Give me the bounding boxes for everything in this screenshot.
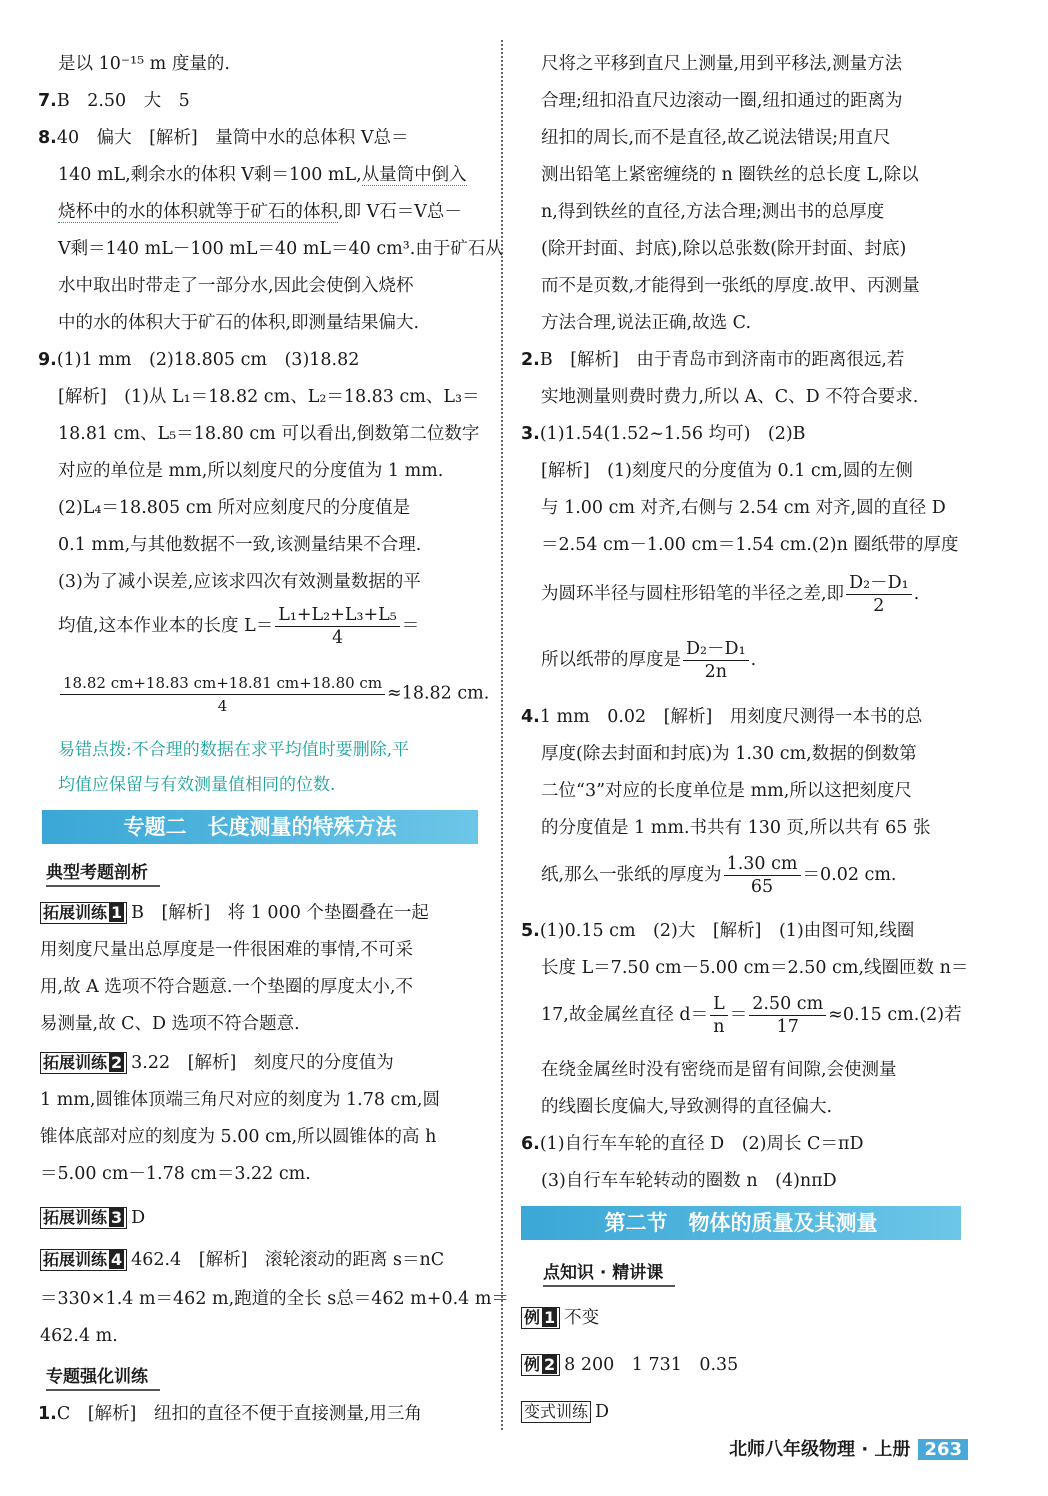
text-line: 的线圈长度偏大,导致测得的直径偏大. bbox=[541, 1097, 833, 1117]
text-line: 用刻度尺量出总厚度是一件很困难的事情,不可采 bbox=[40, 940, 414, 960]
practice-1: 拓展训练 1 B [解析] 将 1 000 个垫圈叠在一起 bbox=[40, 901, 429, 925]
fraction: $\frac{1.30 cm}{65}$ bbox=[724, 853, 801, 898]
text-line: ＝2.54 cm－1.00 cm＝1.54 cm.(2)n 圈纸带的厚度 bbox=[541, 535, 959, 555]
section-banner: 专题二 长度测量的特殊方法 bbox=[42, 810, 478, 844]
text-line: 1 mm,圆锥体顶端三角尺对应的刻度为 1.78 cm,圆 bbox=[40, 1090, 440, 1110]
formula-line: 17,故金属丝直径 d＝ $\frac{L}{n}$ ＝ $\frac{2.50 cm}{17}$ ≈0.15 cm.(2)若 bbox=[541, 994, 962, 1037]
fraction: $\frac{\text{L₁+L₂+L₃+L₅}}{4}$ bbox=[275, 604, 400, 649]
exercise-1: 1.C [解析] 纽扣的直径不便于直接测量,用三角 bbox=[38, 1404, 422, 1424]
exercise-3: 3.(1)1.54(1.52~1.56 均可) (2)B bbox=[521, 424, 806, 444]
text-line: 140 mL,剩余水的体积 V剩＝100 mL,从量筒中倒入 bbox=[58, 165, 467, 185]
exercise-4: 4.1 mm 0.02 [解析] 用刻度尺测得一本书的总 bbox=[521, 707, 923, 727]
formula-line: 均值,这本作业本的长度 L＝ $\frac{\text{L₁+L₂+L₃+L₅}}{4}$ ＝ bbox=[58, 605, 420, 648]
text-line: 18.81 cm、L₅＝18.80 cm 可以看出,倒数第二位数字 bbox=[58, 424, 480, 444]
subsection-title: 点知识 · 精讲课 bbox=[543, 1258, 663, 1283]
practice-tag: 拓展训练 2 bbox=[40, 1052, 127, 1074]
formula-line: 纸,那么一张纸的厚度为 $\frac{1.30 cm}{65}$ ＝0.02 cm. bbox=[541, 854, 897, 897]
answer-8: 8.40 偏大 [解析] 量筒中水的总体积 V总＝ bbox=[38, 128, 409, 148]
answer-7: 7.B 2.50 大 5 bbox=[38, 91, 190, 111]
variant-tag: 变式训练 bbox=[521, 1401, 591, 1423]
text-line: 与 1.00 cm 对齐,右侧与 2.54 cm 对齐,圆的直径 D bbox=[541, 498, 946, 518]
practice-2: 拓展训练 2 3.22 [解析] 刻度尺的分度值为 bbox=[40, 1051, 394, 1075]
text-line: ＝5.00 cm－1.78 cm＝3.22 cm. bbox=[40, 1164, 311, 1184]
tip-line: 易错点拨:不合理的数据在求平均值时要删除,平 bbox=[58, 740, 410, 760]
example-tag: 例 2 bbox=[521, 1354, 560, 1376]
section-banner: 第二节 物体的质量及其测量 bbox=[521, 1206, 961, 1240]
text-line: 易测量,故 C、D 选项不符合题意. bbox=[40, 1014, 300, 1034]
text-line: 尺将之平移到直尺上测量,用到平移法,测量方法 bbox=[541, 54, 903, 74]
text-line: (2)L₄＝18.805 cm 所对应刻度尺的分度值是 bbox=[58, 498, 411, 518]
practice-tag: 拓展训练 1 bbox=[40, 902, 127, 924]
fraction: $\frac{\text{D₂－D₁}}{2}$ bbox=[846, 572, 912, 617]
text-line: 测出铅笔上紧密缠绕的 n 圈铁丝的总长度 L,除以 bbox=[541, 165, 919, 185]
variant-practice: 变式训练 D bbox=[521, 1400, 609, 1424]
text-line: 烧杯中的水的体积就等于矿石的体积,即 V石＝V总－ bbox=[58, 202, 462, 222]
text-line: 二位“3”对应的长度单位是 mm,所以这把刻度尺 bbox=[541, 781, 912, 801]
text-line: 0.1 mm,与其他数据不一致,该测量结果不合理. bbox=[58, 535, 422, 555]
example-1: 例 1 不变 bbox=[521, 1306, 599, 1330]
text-line: (3)自行车车轮转动的圈数 n (4)nπD bbox=[541, 1171, 837, 1191]
text-line: 在绕金属丝时没有密绕而是留有间隙,会使测量 bbox=[541, 1060, 897, 1080]
text-line: 纽扣的周长,而不是直径,故乙说法错误;用直尺 bbox=[541, 128, 891, 148]
text-line: 中的水的体积大于矿石的体积,即测量结果偏大. bbox=[58, 313, 420, 333]
practice-tag: 拓展训练 3 bbox=[40, 1207, 127, 1229]
text-line: 方法合理,说法正确,故选 C. bbox=[541, 313, 752, 333]
text-line: 厚度(除去封面和封底)为 1.30 cm,数据的倒数第 bbox=[541, 744, 917, 764]
text-line: 水中取出时带走了一部分水,因此会使倒入烧杯 bbox=[58, 276, 414, 296]
formula-line: 为圆环半径与圆柱形铅笔的半径之差,即 $\frac{\text{D₂－D₁}}{2}$ . bbox=[541, 573, 920, 616]
formula-line: 所以纸带的厚度是 $\frac{\text{D₂－D₁}}{2n}$ . bbox=[541, 639, 757, 682]
text-line: 锥体底部对应的刻度为 5.00 cm,所以圆锥体的高 h bbox=[40, 1127, 437, 1147]
text-line: (除开封面、封底),除以总张数(除开封面、封底) bbox=[541, 239, 907, 259]
text-line: ＝330×1.4 m＝462 m,跑道的全长 s总＝462 m+0.4 m＝ bbox=[40, 1289, 509, 1309]
example-2: 例 2 8 200 1 731 0.35 bbox=[521, 1353, 738, 1377]
formula-line: $\frac{18.82 cm+18.83 cm+18.81 cm+18.80 cm}{4}$ ≈18.82 cm. bbox=[58, 672, 489, 717]
text-line: [解析] (1)从 L₁＝18.82 cm、L₂＝18.83 cm、L₃＝ bbox=[58, 387, 480, 407]
practice-tag: 拓展训练 4 bbox=[40, 1249, 127, 1271]
fraction: $\frac{18.82 cm+18.83 cm+18.81 cm+18.80 cm}{4}$ bbox=[60, 672, 385, 717]
fraction: $\frac{2.50 cm}{17}$ bbox=[749, 993, 826, 1038]
text-line: 合理;纽扣沿直尺边滚动一圈,纽扣通过的距离为 bbox=[541, 91, 903, 111]
text-line: 是以 10⁻¹⁵ m 度量的. bbox=[58, 54, 230, 74]
text-line: V剩＝140 mL－100 mL＝40 mL＝40 cm³.由于矿石从 bbox=[58, 239, 503, 259]
page-footer: 北师八年级物理 · 上册 263 bbox=[729, 1435, 968, 1461]
text-line: 的分度值是 1 mm.书共有 130 页,所以共有 65 张 bbox=[541, 818, 931, 838]
text-line: 而不是页数,才能得到一张纸的厚度.故甲、丙测量 bbox=[541, 276, 920, 296]
fraction: $\frac{\text{D₂－D₁}}{2n}$ bbox=[683, 638, 749, 683]
text-line: 长度 L＝7.50 cm－5.00 cm＝2.50 cm,线圈匝数 n＝ bbox=[541, 958, 969, 978]
subsection-title: 典型考题剖析 bbox=[46, 858, 148, 883]
example-tag: 例 1 bbox=[521, 1307, 560, 1329]
practice-3: 拓展训练 3 D bbox=[40, 1206, 145, 1230]
exercise-5: 5.(1)0.15 cm (2)大 [解析] (1)由图可知,线圈 bbox=[521, 921, 915, 941]
subsection-title: 专题强化训练 bbox=[46, 1362, 148, 1387]
text-line: 用,故 A 选项不符合题意.一个垫圈的厚度太小,不 bbox=[40, 977, 413, 997]
text-line: [解析] (1)刻度尺的分度值为 0.1 cm,圆的左侧 bbox=[541, 461, 913, 481]
exercise-6: 6.(1)自行车车轮的直径 D (2)周长 C＝πD bbox=[521, 1134, 864, 1154]
text-line: 实地测量则费时费力,所以 A、C、D 不符合要求. bbox=[541, 387, 919, 407]
fraction: $\frac{L}{n}$ bbox=[710, 993, 728, 1038]
tip-line: 均值应保留与有效测量值相同的位数. bbox=[58, 775, 336, 795]
text-line: n,得到铁丝的直径,方法合理;测出书的总厚度 bbox=[541, 202, 885, 222]
page-number: 263 bbox=[918, 1439, 968, 1460]
practice-4: 拓展训练 4 462.4 [解析] 滚轮滚动的距离 s＝nC bbox=[40, 1248, 444, 1272]
text-line: 462.4 m. bbox=[40, 1326, 118, 1346]
exercise-2: 2.B [解析] 由于青岛市到济南市的距离很远,若 bbox=[521, 350, 905, 370]
answer-9: 9.(1)1 mm (2)18.805 cm (3)18.82 bbox=[38, 350, 360, 370]
text-line: 对应的单位是 mm,所以刻度尺的分度值为 1 mm. bbox=[58, 461, 444, 481]
text-line: (3)为了减小误差,应该求四次有效测量数据的平 bbox=[58, 572, 421, 592]
